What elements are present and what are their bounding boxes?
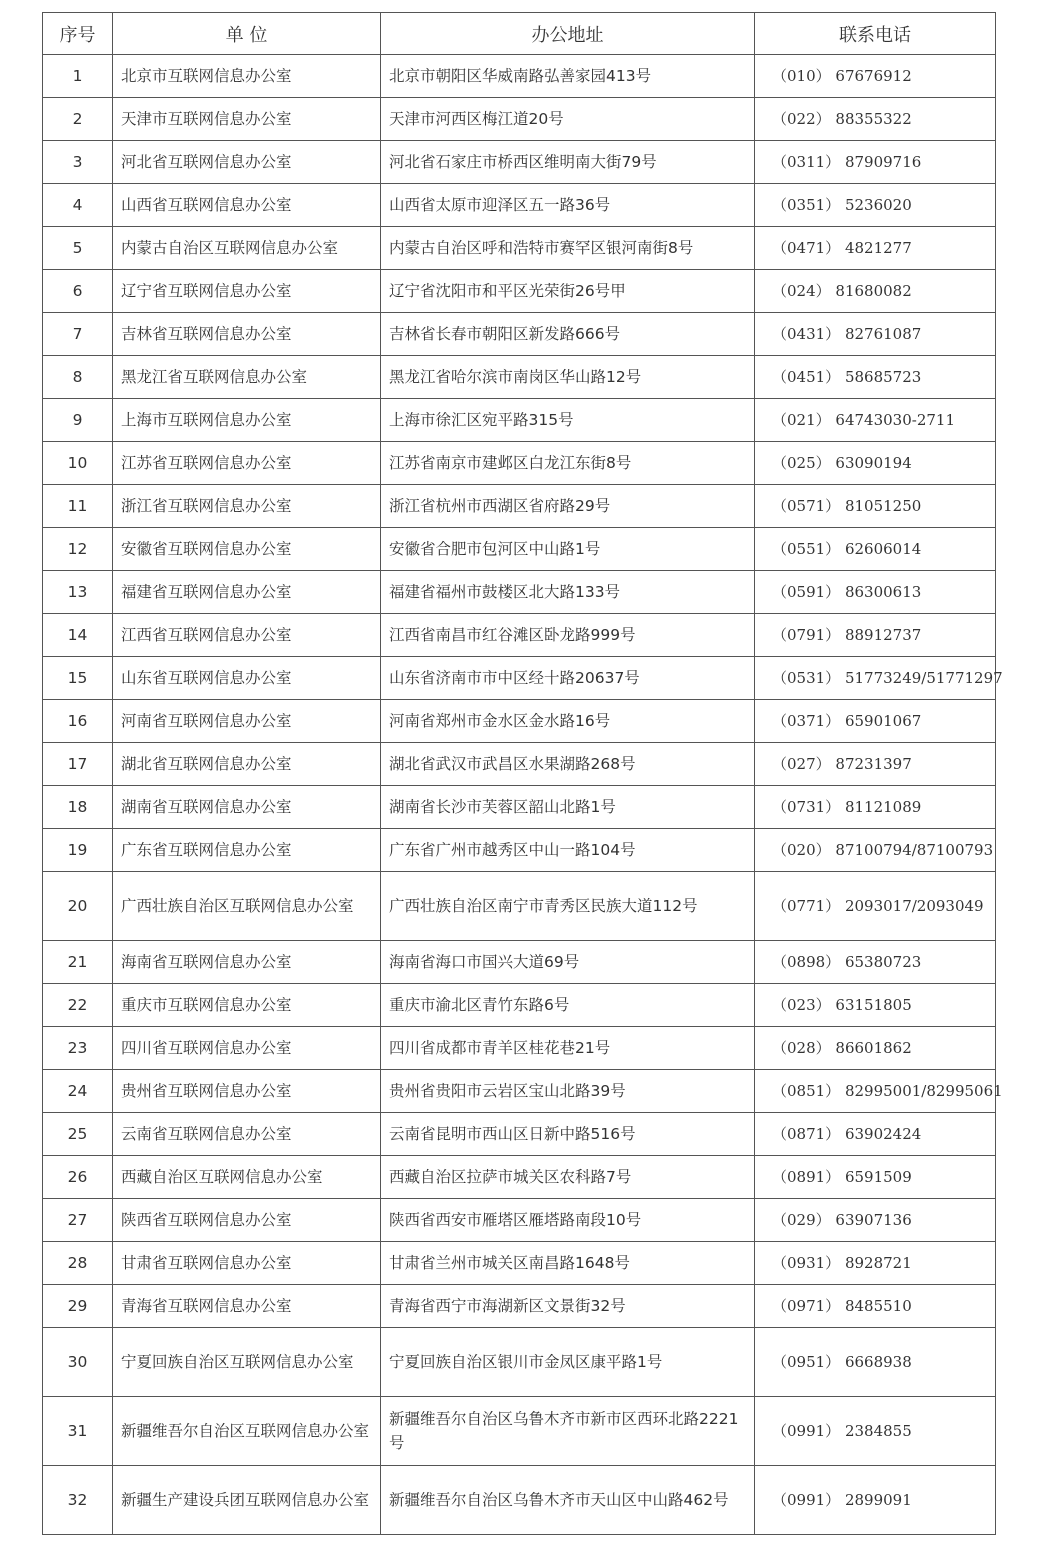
row-address: 甘肃省兰州市城关区南昌路1648号 bbox=[381, 1242, 755, 1285]
row-phone: （0731） 81121089 bbox=[755, 786, 996, 829]
row-address: 四川省成都市青羊区桂花巷21号 bbox=[381, 1027, 755, 1070]
row-address: 江西省南昌市红谷滩区卧龙路999号 bbox=[381, 614, 755, 657]
row-phone: （0951） 6668938 bbox=[755, 1328, 996, 1397]
row-phone: （0871） 63902424 bbox=[755, 1113, 996, 1156]
row-address: 河南省郑州市金水区金水路16号 bbox=[381, 700, 755, 743]
row-unit: 海南省互联网信息办公室 bbox=[113, 941, 381, 984]
row-index: 7 bbox=[43, 313, 113, 356]
row-unit: 四川省互联网信息办公室 bbox=[113, 1027, 381, 1070]
row-index: 16 bbox=[43, 700, 113, 743]
table-row bbox=[43, 1199, 996, 1242]
row-address: 湖南省长沙市芙蓉区韶山北路1号 bbox=[381, 786, 755, 829]
row-address: 青海省西宁市海湖新区文景街32号 bbox=[381, 1285, 755, 1328]
row-index: 8 bbox=[43, 356, 113, 399]
table-row bbox=[43, 743, 996, 786]
row-phone: （0971） 8485510 bbox=[755, 1285, 996, 1328]
row-unit: 上海市互联网信息办公室 bbox=[113, 399, 381, 442]
row-index: 31 bbox=[43, 1397, 113, 1466]
row-unit: 宁夏回族自治区互联网信息办公室 bbox=[113, 1328, 381, 1397]
row-phone: （0431） 82761087 bbox=[755, 313, 996, 356]
row-phone: （028） 86601862 bbox=[755, 1027, 996, 1070]
row-index: 18 bbox=[43, 786, 113, 829]
row-phone: （025） 63090194 bbox=[755, 442, 996, 485]
row-address: 新疆维吾尔自治区乌鲁木齐市天山区中山路462号 bbox=[381, 1466, 755, 1535]
row-index: 14 bbox=[43, 614, 113, 657]
row-phone: （021） 64743030-2711 bbox=[755, 399, 996, 442]
row-unit: 重庆市互联网信息办公室 bbox=[113, 984, 381, 1027]
row-unit: 山西省互联网信息办公室 bbox=[113, 184, 381, 227]
row-index: 1 bbox=[43, 55, 113, 98]
row-index: 19 bbox=[43, 829, 113, 872]
table-row bbox=[43, 786, 996, 829]
row-index: 6 bbox=[43, 270, 113, 313]
row-unit: 河北省互联网信息办公室 bbox=[113, 141, 381, 184]
table-row bbox=[43, 872, 996, 941]
row-unit: 广西壮族自治区互联网信息办公室 bbox=[113, 872, 381, 941]
row-phone: （024） 81680082 bbox=[755, 270, 996, 313]
row-address: 云南省昆明市西山区日新中路516号 bbox=[381, 1113, 755, 1156]
table-row bbox=[43, 984, 996, 1027]
row-index: 26 bbox=[43, 1156, 113, 1199]
row-index: 22 bbox=[43, 984, 113, 1027]
row-phone: （0851） 82995001/82995061 bbox=[755, 1070, 996, 1113]
table-row bbox=[43, 657, 996, 700]
row-address: 山东省济南市市中区经十路20637号 bbox=[381, 657, 755, 700]
row-phone: （027） 87231397 bbox=[755, 743, 996, 786]
table-row bbox=[43, 184, 996, 227]
header-address: 办公地址 bbox=[381, 13, 755, 55]
row-phone: （0891） 6591509 bbox=[755, 1156, 996, 1199]
row-index: 5 bbox=[43, 227, 113, 270]
row-address: 上海市徐汇区宛平路315号 bbox=[381, 399, 755, 442]
header-unit: 单 位 bbox=[113, 13, 381, 55]
table-row bbox=[43, 614, 996, 657]
row-index: 2 bbox=[43, 98, 113, 141]
row-address: 安徽省合肥市包河区中山路1号 bbox=[381, 528, 755, 571]
row-unit: 青海省互联网信息办公室 bbox=[113, 1285, 381, 1328]
row-phone: （0371） 65901067 bbox=[755, 700, 996, 743]
table-row bbox=[43, 941, 996, 984]
row-index: 30 bbox=[43, 1328, 113, 1397]
table-row bbox=[43, 1070, 996, 1113]
row-index: 10 bbox=[43, 442, 113, 485]
row-unit: 云南省互联网信息办公室 bbox=[113, 1113, 381, 1156]
table-row bbox=[43, 1027, 996, 1070]
row-address: 山西省太原市迎泽区五一路36号 bbox=[381, 184, 755, 227]
table-row bbox=[43, 1328, 996, 1397]
row-phone: （0591） 86300613 bbox=[755, 571, 996, 614]
row-index: 20 bbox=[43, 872, 113, 941]
row-phone: （029） 63907136 bbox=[755, 1199, 996, 1242]
contact-table bbox=[42, 12, 1003, 1535]
row-address: 北京市朝阳区华威南路弘善家园413号 bbox=[381, 55, 755, 98]
row-unit: 辽宁省互联网信息办公室 bbox=[113, 270, 381, 313]
table-row bbox=[43, 227, 996, 270]
table-row bbox=[43, 399, 996, 442]
row-unit: 吉林省互联网信息办公室 bbox=[113, 313, 381, 356]
row-index: 15 bbox=[43, 657, 113, 700]
row-address: 西藏自治区拉萨市城关区农科路7号 bbox=[381, 1156, 755, 1199]
row-unit: 山东省互联网信息办公室 bbox=[113, 657, 381, 700]
table-row bbox=[43, 1113, 996, 1156]
row-unit: 江西省互联网信息办公室 bbox=[113, 614, 381, 657]
table-row bbox=[43, 571, 996, 614]
row-phone: （0551） 62606014 bbox=[755, 528, 996, 571]
row-phone: （0991） 2384855 bbox=[755, 1397, 996, 1466]
table-row bbox=[43, 98, 996, 141]
row-index: 11 bbox=[43, 485, 113, 528]
row-index: 28 bbox=[43, 1242, 113, 1285]
row-index: 27 bbox=[43, 1199, 113, 1242]
row-phone: （0471） 4821277 bbox=[755, 227, 996, 270]
row-phone: （0991） 2899091 bbox=[755, 1466, 996, 1535]
row-unit: 内蒙古自治区互联网信息办公室 bbox=[113, 227, 381, 270]
row-phone: （0771） 2093017/2093049 bbox=[755, 872, 996, 941]
table-body bbox=[43, 55, 1003, 1535]
row-unit: 天津市互联网信息办公室 bbox=[113, 98, 381, 141]
row-phone: （0451） 58685723 bbox=[755, 356, 996, 399]
row-address: 福建省福州市鼓楼区北大路133号 bbox=[381, 571, 755, 614]
table-row bbox=[43, 442, 996, 485]
row-phone: （0931） 8928721 bbox=[755, 1242, 996, 1285]
row-address: 海南省海口市国兴大道69号 bbox=[381, 941, 755, 984]
table-row bbox=[43, 356, 996, 399]
row-phone: （023） 63151805 bbox=[755, 984, 996, 1027]
table-row bbox=[43, 700, 996, 743]
row-unit: 浙江省互联网信息办公室 bbox=[113, 485, 381, 528]
row-index: 13 bbox=[43, 571, 113, 614]
row-index: 4 bbox=[43, 184, 113, 227]
row-address: 天津市河西区梅江道20号 bbox=[381, 98, 755, 141]
row-address: 广东省广州市越秀区中山一路104号 bbox=[381, 829, 755, 872]
row-unit: 新疆生产建设兵团互联网信息办公室 bbox=[113, 1466, 381, 1535]
row-index: 32 bbox=[43, 1466, 113, 1535]
row-index: 24 bbox=[43, 1070, 113, 1113]
row-phone: （0791） 88912737 bbox=[755, 614, 996, 657]
row-address: 内蒙古自治区呼和浩特市赛罕区银河南街8号 bbox=[381, 227, 755, 270]
header-row bbox=[43, 13, 996, 55]
row-address: 宁夏回族自治区银川市金凤区康平路1号 bbox=[381, 1328, 755, 1397]
row-unit: 湖南省互联网信息办公室 bbox=[113, 786, 381, 829]
table-row bbox=[43, 1285, 996, 1328]
row-phone: （022） 88355322 bbox=[755, 98, 996, 141]
row-unit: 西藏自治区互联网信息办公室 bbox=[113, 1156, 381, 1199]
row-index: 29 bbox=[43, 1285, 113, 1328]
table-row bbox=[43, 829, 996, 872]
row-phone: （0571） 81051250 bbox=[755, 485, 996, 528]
row-unit: 新疆维吾尔自治区互联网信息办公室 bbox=[113, 1397, 381, 1466]
row-address: 广西壮族自治区南宁市青秀区民族大道112号 bbox=[381, 872, 755, 941]
row-phone: （0898） 65380723 bbox=[755, 941, 996, 984]
row-unit: 陕西省互联网信息办公室 bbox=[113, 1199, 381, 1242]
row-unit: 河南省互联网信息办公室 bbox=[113, 700, 381, 743]
row-unit: 湖北省互联网信息办公室 bbox=[113, 743, 381, 786]
row-unit: 黑龙江省互联网信息办公室 bbox=[113, 356, 381, 399]
row-address: 江苏省南京市建邺区白龙江东街8号 bbox=[381, 442, 755, 485]
row-unit: 广东省互联网信息办公室 bbox=[113, 829, 381, 872]
table-row bbox=[43, 1242, 996, 1285]
row-index: 3 bbox=[43, 141, 113, 184]
table-row bbox=[43, 485, 996, 528]
row-unit: 福建省互联网信息办公室 bbox=[113, 571, 381, 614]
row-phone: （020） 87100794/87100793 bbox=[755, 829, 996, 872]
row-unit: 安徽省互联网信息办公室 bbox=[113, 528, 381, 571]
row-index: 9 bbox=[43, 399, 113, 442]
row-index: 25 bbox=[43, 1113, 113, 1156]
row-unit: 甘肃省互联网信息办公室 bbox=[113, 1242, 381, 1285]
row-address: 湖北省武汉市武昌区水果湖路268号 bbox=[381, 743, 755, 786]
row-address: 新疆维吾尔自治区乌鲁木齐市新市区西环北路2221号 bbox=[381, 1397, 755, 1466]
row-address: 辽宁省沈阳市和平区光荣街26号甲 bbox=[381, 270, 755, 313]
row-address: 贵州省贵阳市云岩区宝山北路39号 bbox=[381, 1070, 755, 1113]
row-unit: 江苏省互联网信息办公室 bbox=[113, 442, 381, 485]
table-row bbox=[43, 1466, 996, 1535]
row-address: 陕西省西安市雁塔区雁塔路南段10号 bbox=[381, 1199, 755, 1242]
row-phone: （0311） 87909716 bbox=[755, 141, 996, 184]
row-address: 重庆市渝北区青竹东路6号 bbox=[381, 984, 755, 1027]
row-address: 吉林省长春市朝阳区新发路666号 bbox=[381, 313, 755, 356]
table-row bbox=[43, 270, 996, 313]
header-phone: 联系电话 bbox=[755, 13, 996, 55]
row-address: 河北省石家庄市桥西区维明南大街79号 bbox=[381, 141, 755, 184]
table-row bbox=[43, 528, 996, 571]
table-row bbox=[43, 1397, 996, 1466]
row-address: 黑龙江省哈尔滨市南岗区华山路12号 bbox=[381, 356, 755, 399]
row-index: 12 bbox=[43, 528, 113, 571]
row-phone: （010） 67676912 bbox=[755, 55, 996, 98]
table-row bbox=[43, 141, 996, 184]
table-row bbox=[43, 313, 996, 356]
row-address: 浙江省杭州市西湖区省府路29号 bbox=[381, 485, 755, 528]
row-phone: （0531） 51773249/51771297 bbox=[755, 657, 996, 700]
row-phone: （0351） 5236020 bbox=[755, 184, 996, 227]
row-unit: 贵州省互联网信息办公室 bbox=[113, 1070, 381, 1113]
row-index: 21 bbox=[43, 941, 113, 984]
row-index: 17 bbox=[43, 743, 113, 786]
table-row bbox=[43, 1156, 996, 1199]
table-row bbox=[43, 55, 996, 98]
header-index: 序号 bbox=[43, 13, 113, 55]
row-unit: 北京市互联网信息办公室 bbox=[113, 55, 381, 98]
row-index: 23 bbox=[43, 1027, 113, 1070]
